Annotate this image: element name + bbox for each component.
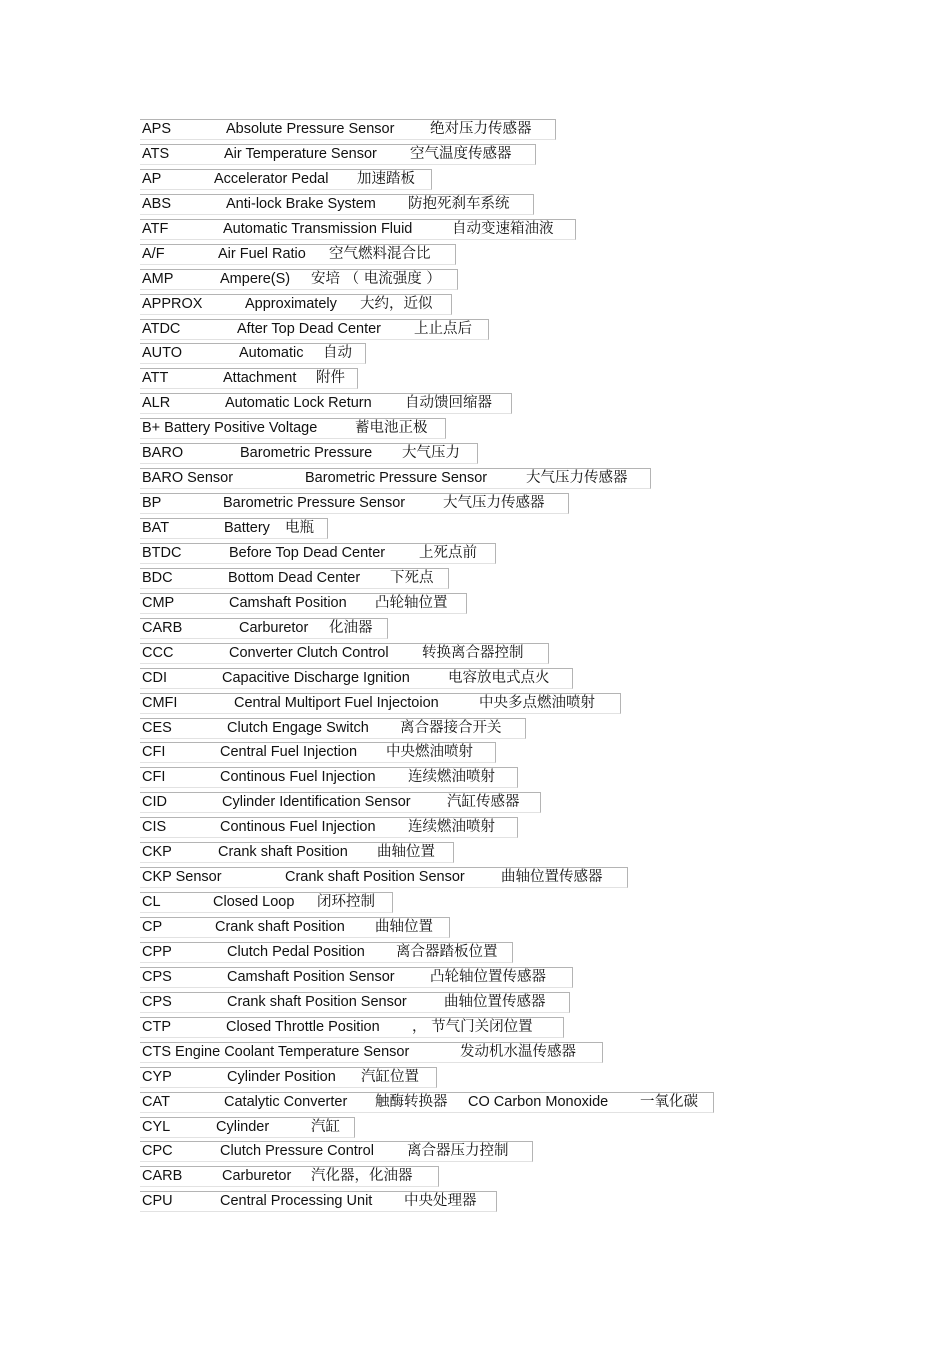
english-term: Accelerator Pedal	[214, 170, 329, 187]
english-term: After Top Dead Center	[237, 320, 382, 337]
english-term: Central Multiport Fuel Injectoion	[234, 694, 439, 711]
glossary-row	[0, 1164, 950, 1189]
english-term: Barometric Pressure	[240, 445, 373, 462]
glossary-row	[0, 317, 950, 342]
glossary-row	[0, 391, 950, 416]
abbreviation: BARO	[142, 445, 184, 462]
abbreviation: BTDC	[142, 544, 182, 561]
abbreviation: CP	[142, 919, 163, 935]
english-term: Attachment	[223, 370, 297, 387]
glossary-row	[0, 416, 950, 441]
abbreviation: CYL	[142, 1118, 171, 1135]
glossary-row	[0, 666, 950, 691]
chinese-term: 自动馈回缩器	[405, 395, 492, 412]
english-term: Approximately	[245, 295, 337, 312]
chinese-term: 汽化器，化油器	[311, 1168, 413, 1185]
glossary-row	[0, 541, 950, 566]
glossary-row	[0, 1115, 950, 1140]
chinese-term: 离合器踏板位置	[396, 943, 498, 960]
abbreviation: CARB	[142, 1168, 183, 1185]
abbreviation: CID	[142, 794, 167, 811]
abbreviation: BARO Sensor	[142, 470, 234, 487]
english-term: CTS Engine Coolant Temperature Sensor	[142, 1043, 410, 1060]
glossary-row	[0, 217, 950, 242]
chinese-term: 连续燃油喷射	[408, 769, 495, 786]
abbreviation: BAT	[142, 520, 170, 536]
chinese-term: 空气燃料混合比	[329, 245, 431, 262]
english-term: Clutch Engage Switch	[227, 719, 369, 736]
glossary-row	[0, 192, 950, 217]
chinese-term: 安培 （ 电流强度 ）	[311, 270, 441, 287]
abbreviation: ATF	[142, 220, 169, 237]
glossary-row	[0, 341, 950, 366]
glossary-row	[0, 1040, 950, 1065]
english-term: Carburetor	[222, 1168, 292, 1185]
glossary-row	[0, 815, 950, 840]
chinese-term: 大气压力传感器	[526, 470, 628, 487]
chinese-term: 蓄电池正极	[355, 420, 428, 437]
glossary-row	[0, 865, 950, 890]
chinese-term: 防抱死刹车系统	[408, 195, 510, 212]
abbreviation: CMP	[142, 594, 175, 611]
english-term: Cylinder Position	[227, 1068, 336, 1085]
english-term: Barometric Pressure Sensor	[223, 495, 406, 512]
abbreviation: BP	[142, 495, 162, 512]
abbreviation: CPP	[142, 943, 172, 960]
glossary-row	[0, 267, 950, 292]
english-term: Central Fuel Injection	[220, 744, 358, 761]
chinese-term: 连续燃油喷射	[408, 819, 495, 836]
glossary-row	[0, 491, 950, 516]
english-term: Bottom Dead Center	[228, 569, 361, 586]
chinese-term: 加速踏板	[357, 170, 415, 187]
english-term: Closed Loop	[213, 894, 295, 911]
glossary-list	[0, 117, 950, 1214]
chinese-term: 曲轴位置	[377, 844, 435, 861]
abbreviation: APPROX	[142, 295, 203, 312]
glossary-row	[0, 890, 950, 915]
glossary-row	[0, 366, 950, 391]
english-term: Air Fuel Ratio	[218, 245, 306, 262]
chinese-term: 离合器压力控制	[407, 1143, 509, 1160]
abbreviation: CPS	[142, 993, 172, 1010]
english-term: Cylinder Identification Sensor	[222, 794, 411, 811]
abbreviation: ATT	[142, 370, 169, 387]
glossary-row	[0, 740, 950, 765]
chinese-term: 自动变速箱油液	[452, 220, 554, 237]
glossary-row	[0, 790, 950, 815]
abbreviation: AUTO	[142, 345, 183, 362]
chinese-term: ， 节气门关闭位置	[412, 1018, 533, 1035]
english-term: Closed Throttle Position	[226, 1018, 380, 1035]
english-term: Crank shaft Position Sensor	[227, 993, 407, 1010]
glossary-row	[0, 516, 950, 541]
english-term: Clutch Pedal Position	[227, 943, 365, 960]
english-term: Ampere(S)	[220, 270, 291, 287]
chinese-term: 离合器接合开关	[400, 719, 502, 736]
glossary-row	[0, 616, 950, 641]
abbreviation: CFI	[142, 744, 166, 761]
abbreviation: ALR	[142, 395, 171, 412]
chinese-term: 凸轮轴位置	[375, 594, 448, 611]
english-term: Battery	[224, 520, 270, 536]
glossary-row	[0, 965, 950, 990]
chinese-term: 大气压力	[402, 445, 460, 462]
abbreviation: CL	[142, 894, 161, 911]
chinese-term: 电容放电式点火	[448, 669, 550, 686]
chinese-term: 汽缸传感器	[447, 794, 520, 811]
chinese-term: 附件	[316, 370, 345, 387]
glossary-row	[0, 117, 950, 142]
glossary-row	[0, 167, 950, 192]
chinese-term: 中央燃油喷射	[386, 744, 473, 761]
chinese-term: 大约，近似	[360, 295, 433, 312]
chinese-term: 中央多点燃油喷射	[479, 694, 595, 711]
english-term: Carburetor	[239, 619, 309, 636]
chinese-term: 汽缸	[311, 1118, 340, 1135]
abbreviation: ABS	[142, 195, 172, 212]
chinese-term: 曲轴位置传感器	[444, 993, 546, 1010]
english-term: Barometric Pressure Sensor	[305, 470, 488, 487]
glossary-row	[0, 1065, 950, 1090]
chinese-term: 上死点前	[419, 544, 477, 561]
abbreviation: AMP	[142, 270, 174, 287]
glossary-row	[0, 1090, 950, 1115]
chinese-term: 发动机水温传感器	[460, 1043, 576, 1060]
glossary-row	[0, 840, 950, 865]
glossary-row	[0, 566, 950, 591]
abbreviation: CKP	[142, 844, 172, 861]
abbreviation: A/F	[142, 245, 165, 262]
english-term: Converter Clutch Control	[229, 644, 389, 661]
english-term: Continous Fuel Injection	[220, 819, 376, 836]
english-term: Central Processing Unit	[220, 1193, 373, 1210]
glossary-row	[0, 142, 950, 167]
glossary-row	[0, 1189, 950, 1214]
glossary-row	[0, 940, 950, 965]
abbreviation: CARB	[142, 619, 183, 636]
english-term: Automatic	[239, 345, 304, 362]
chinese-term: 转换离合器控制	[422, 644, 524, 661]
english-term: Capacitive Discharge Ignition	[222, 669, 410, 686]
abbreviation: CMFI	[142, 694, 178, 711]
chinese-term: 曲轴位置传感器	[501, 869, 603, 886]
chinese-term: 大气压力传感器	[443, 495, 545, 512]
chinese-term: 曲轴位置	[375, 919, 433, 935]
abbreviation: CTP	[142, 1018, 171, 1035]
glossary-row	[0, 641, 950, 666]
english-term: Catalytic Converter	[224, 1093, 348, 1110]
english-term: Air Temperature Sensor	[224, 145, 377, 162]
english-term: Camshaft Position	[229, 594, 347, 611]
abbreviation: CYP	[142, 1068, 172, 1085]
chinese-term: 下死点	[390, 569, 434, 586]
abbreviation: AP	[142, 170, 162, 187]
glossary-row	[0, 990, 950, 1015]
glossary-row	[0, 242, 950, 267]
glossary-row	[0, 716, 950, 741]
glossary-row	[0, 466, 950, 491]
chinese-term: 汽缸位置	[361, 1068, 419, 1085]
abbreviation: CKP Sensor	[142, 869, 222, 886]
english-term: B+ Battery Positive Voltage	[142, 420, 318, 437]
english-term: CO Carbon Monoxide	[468, 1093, 609, 1110]
chinese-term: 闭环控制	[317, 894, 375, 911]
english-term: Absolute Pressure Sensor	[226, 121, 395, 137]
english-term: Crank shaft Position	[218, 844, 348, 861]
abbreviation: ATS	[142, 145, 170, 162]
english-term: Anti-lock Brake System	[226, 195, 376, 212]
english-term: Crank shaft Position	[215, 919, 345, 935]
glossary-row	[0, 691, 950, 716]
english-term: Crank shaft Position Sensor	[285, 869, 465, 886]
glossary-row	[0, 1139, 950, 1164]
chinese-term: 化油器	[329, 619, 373, 636]
chinese-term: 绝对压力传感器	[430, 121, 532, 137]
chinese-term: 自动	[323, 345, 352, 362]
abbreviation: CDI	[142, 669, 167, 686]
english-term: Before Top Dead Center	[229, 544, 386, 561]
glossary-row	[0, 915, 950, 940]
english-term: Camshaft Position Sensor	[227, 968, 395, 985]
abbreviation: CCC	[142, 644, 174, 661]
abbreviation: APS	[142, 121, 172, 137]
glossary-row	[0, 292, 950, 317]
abbreviation: CFI	[142, 769, 166, 786]
chinese-term: 空气温度传感器	[410, 145, 512, 162]
chinese-term: 上止点后	[414, 320, 472, 337]
abbreviation: CIS	[142, 819, 167, 836]
abbreviation: CES	[142, 719, 172, 736]
abbreviation: CPC	[142, 1143, 173, 1160]
english-term: Clutch Pressure Control	[220, 1143, 374, 1160]
chinese-term: 中央处理器	[404, 1193, 477, 1210]
abbreviation: BDC	[142, 569, 173, 586]
chinese-term: 触酶转换器	[375, 1093, 448, 1110]
english-term: Automatic Lock Return	[225, 395, 372, 412]
chinese-term: 一氧化碳	[640, 1093, 698, 1110]
english-term: Automatic Transmission Fluid	[223, 220, 413, 237]
chinese-term: 电瓶	[285, 520, 314, 536]
glossary-row	[0, 765, 950, 790]
chinese-term: 凸轮轴位置传感器	[430, 968, 546, 985]
glossary-row	[0, 591, 950, 616]
abbreviation: CPU	[142, 1193, 173, 1210]
glossary-row	[0, 441, 950, 466]
english-term: Continous Fuel Injection	[220, 769, 376, 786]
abbreviation: CAT	[142, 1093, 170, 1110]
english-term: Cylinder	[216, 1118, 270, 1135]
abbreviation: ATDC	[142, 320, 181, 337]
glossary-row	[0, 1015, 950, 1040]
abbreviation: CPS	[142, 968, 172, 985]
